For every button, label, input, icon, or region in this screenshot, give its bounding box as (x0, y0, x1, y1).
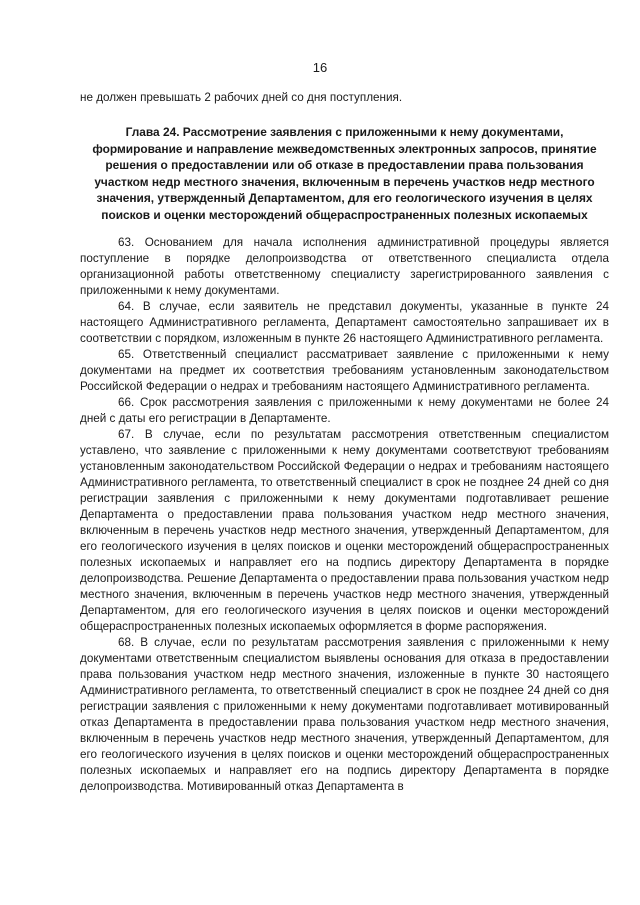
document-body (80, 90, 609, 795)
paragraph-64: 64. В случае, если заявитель не представил документы, указанные в пункте 24 настоящего Административного регламента, Департамент самостоятельно запрашивает их в соответствии с порядком, изложенным в пункте 26 настоящего Административного регламента. (80, 300, 609, 345)
intro-line: не должен превышать 2 рабочих дней со дня поступления. (80, 91, 403, 104)
page-number: 16 (312, 60, 328, 75)
paragraph-65: 65. Ответственный специалист рассматривает заявление с приложенными к нему документами на предмет их соответствия требованиям установленным законодательством Российской Федерации о недрах и требованиям настоящего Административного регламента. (80, 348, 609, 393)
paragraph-66: 66. Срок рассмотрения заявления с приложенными к нему документами не более 24 дней с даты его регистрации в Департаменте. (80, 396, 609, 425)
chapter-heading: Глава 24. Рассмотрение заявления с приложенными к нему документами, формирование и направление межведомственных электронных запросов, принятие решения о предоставлении или об отказе в предоставлении права пользования участком недр местного значения, включенным в перечень участков недр местного значения, утвержденный Департаментом, для его геологического изучения в целях поисков и оценки месторождений общераспространенных полезных ископаемых (92, 125, 597, 222)
paragraph-63: 63. Основанием для начала исполнения административной процедуры является поступление в порядке делопроизводства от ответственного специалиста отдела организационной работы ответственному специалисту зарегистрированного заявления с приложенными к нему документами. (80, 236, 609, 297)
paragraph-67: 67. В случае, если по результатам рассмотрения ответственным специалистом уставлено, что заявление с приложенными к нему документами соответствуют требованиям установленным законодательством Российской Федерации о недрах и требованиям настоящего Административного регламента, то ответственный специалист в срок не позднее 24 дней со дня регистрации заявления с приложенными к нему документами подготавливает решение Департамента о предоставлении права пользования участком недр местного значения, включенным в перечень участков недр местного значения, утвержденный Департаментом, для его геологического изучения в целях поисков и оценки месторождений общераспространенных полезных ископаемых и направляет его на подпись директору Департамента в порядке делопроизводства. Решение Департамента о предоставлении права пользования участком недр местного значения, включенным в перечень участков недр местного значения, утвержденный Департаментом, для его геологического изучения в целях поисков и оценки месторождений общераспространенных полезных ископаемых оформляется в форме распоряжения. (80, 428, 609, 633)
paragraph-68: 68. В случае, если по результатам рассмотрения заявления с приложенными к нему документами ответственным специалистом выявлены основания для отказа в предоставлении права пользования участком недр местного значения, изложенные в пункте 30 настоящего Административного регламента, то ответственный специалист в срок не позднее 24 дней со дня регистрации заявления с приложенными к нему документами подготавливает мотивированный отказ Департамента в предоставлении права пользования участком недр местного значения, включенным в перечень участков недр местного значения, утвержденный Департаментом, для его геологического изучения в целях поисков и оценки месторождений общераспространенных полезных ископаемых и направляет его на подпись директору Департамента в порядке делопроизводства. Мотивированный отказ Департамента в (80, 636, 609, 793)
